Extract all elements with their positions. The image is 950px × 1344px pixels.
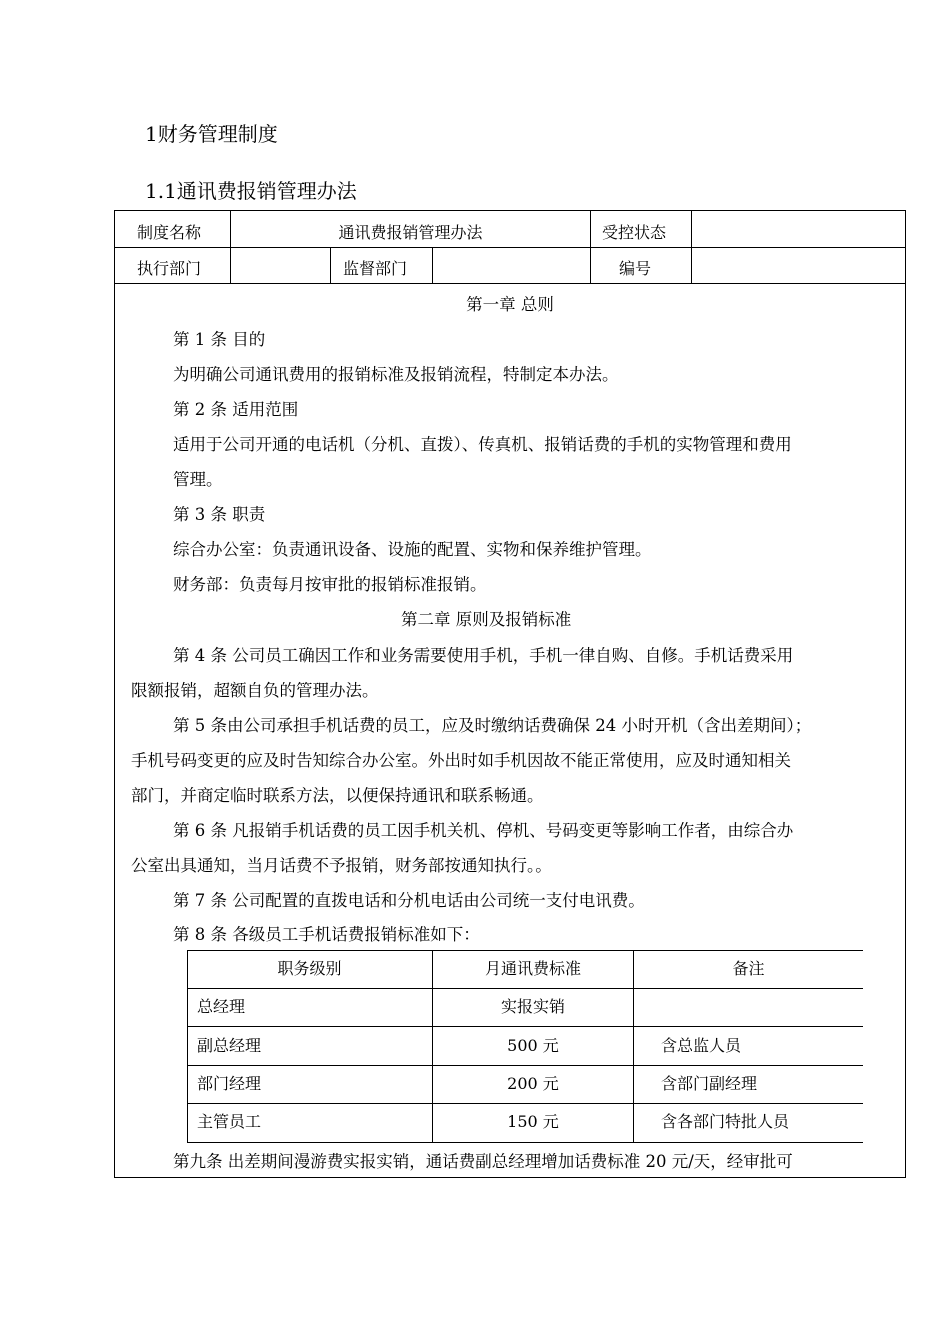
- policy-document-table: [114, 210, 906, 1178]
- header-col-divider: [691, 211, 692, 283]
- header-col-divider: [230, 211, 231, 283]
- table-cell: 总经理: [197, 997, 246, 1016]
- table-cell: 含总监人员: [661, 1036, 742, 1055]
- table-cell: 主管员工: [197, 1112, 262, 1131]
- policy-name-label: 制度名称: [137, 223, 202, 242]
- chapter-heading: 第一章 总则: [466, 295, 554, 314]
- header-bottom-divider: [115, 283, 905, 284]
- table-rule: [187, 1142, 863, 1143]
- col-header-standard: 月通讯费标准: [484, 959, 581, 978]
- chapter-heading: 第二章 原则及报销标准: [401, 610, 572, 629]
- table-cell: 副总经理: [197, 1036, 262, 1055]
- article-text: 部门，并商定临时联系方法，以便保持通讯和联系畅通。: [131, 786, 544, 805]
- header-col-divider: [590, 211, 591, 283]
- table-cell: 实报实销: [500, 997, 565, 1016]
- table-rule: [187, 988, 863, 989]
- phone-allowance-table: [187, 950, 863, 1143]
- article-text: 管理。: [173, 470, 223, 489]
- article-title: 第 2 条 适用范围: [173, 400, 299, 419]
- article-text: 第 8 条 各级员工手机话费报销标准如下：: [173, 925, 480, 944]
- control-status-label: 受控状态: [602, 223, 667, 242]
- doc-number-label: 编号: [619, 259, 652, 278]
- article-text: 第 4 条 公司员工确因工作和业务需要使用手机，手机一律自购、自修。手机话费采用: [173, 646, 794, 665]
- article-text: 第 6 条 凡报销手机话费的员工因手机关机、停机、号码变更等影响工作者，由综合办: [173, 821, 794, 840]
- article-text: 综合办公室：负责通讯设备、设施的配置、实物和保养维护管理。: [173, 540, 652, 559]
- header-row-divider: [115, 247, 905, 248]
- table-cell: 500 元: [507, 1036, 559, 1055]
- article-title: 第 1 条 目的: [173, 330, 266, 349]
- table-rule: [187, 1065, 863, 1066]
- article-text: 限额报销，超额自负的管理办法。: [131, 681, 379, 700]
- col-header-note: 备注: [732, 959, 765, 978]
- article-text: 为明确公司通讯费用的报销标准及报销流程，特制定本办法。: [173, 365, 619, 384]
- subsection-heading: 1.1通讯费报销管理办法: [145, 179, 357, 203]
- supervise-dept-label: 监督部门: [343, 259, 408, 278]
- article-text: 适用于公司开通的电话机（分机、直拨）、传真机、报销话费的手机的实物管理和费用: [173, 435, 792, 454]
- table-cell: 部门经理: [197, 1074, 262, 1093]
- article-text: 财务部：负责每月按审批的报销标准报销。: [173, 575, 487, 594]
- article-text: 第 5 条由公司承担手机话费的员工，应及时缴纳话费确保 24 小时开机（含出差期间）；: [173, 716, 812, 735]
- header-col-divider: [330, 247, 331, 283]
- table-rule: [187, 950, 863, 951]
- article-title: 第 3 条 职责: [173, 505, 266, 524]
- table-rule: [187, 1026, 863, 1027]
- article-text: 第九条 出差期间漫游费实报实销，通话费副总经理增加话费标准 20 元/天，经审批可: [173, 1152, 793, 1171]
- table-cell: 150 元: [507, 1112, 559, 1131]
- article-text: 公室出具通知，当月话费不予报销，财务部按通知执行。。: [131, 856, 552, 875]
- table-cell: 含部门副经理: [661, 1074, 758, 1093]
- article-text: 手机号码变更的应及时告知综合办公室。外出时如手机因故不能正常使用，应及时通知相关: [131, 751, 791, 770]
- table-cell: 含各部门特批人员: [661, 1112, 790, 1131]
- policy-name-value: 通讯费报销管理办法: [338, 223, 483, 242]
- article-text: 第 7 条 公司配置的直拨电话和分机电话由公司统一支付电讯费。: [173, 891, 645, 910]
- table-cell: 200 元: [507, 1074, 559, 1093]
- section-heading: 1财务管理制度: [145, 122, 278, 146]
- header-col-divider: [432, 247, 433, 283]
- table-rule: [187, 1103, 863, 1104]
- col-header-level: 职务级别: [277, 959, 342, 978]
- exec-dept-label: 执行部门: [137, 259, 202, 278]
